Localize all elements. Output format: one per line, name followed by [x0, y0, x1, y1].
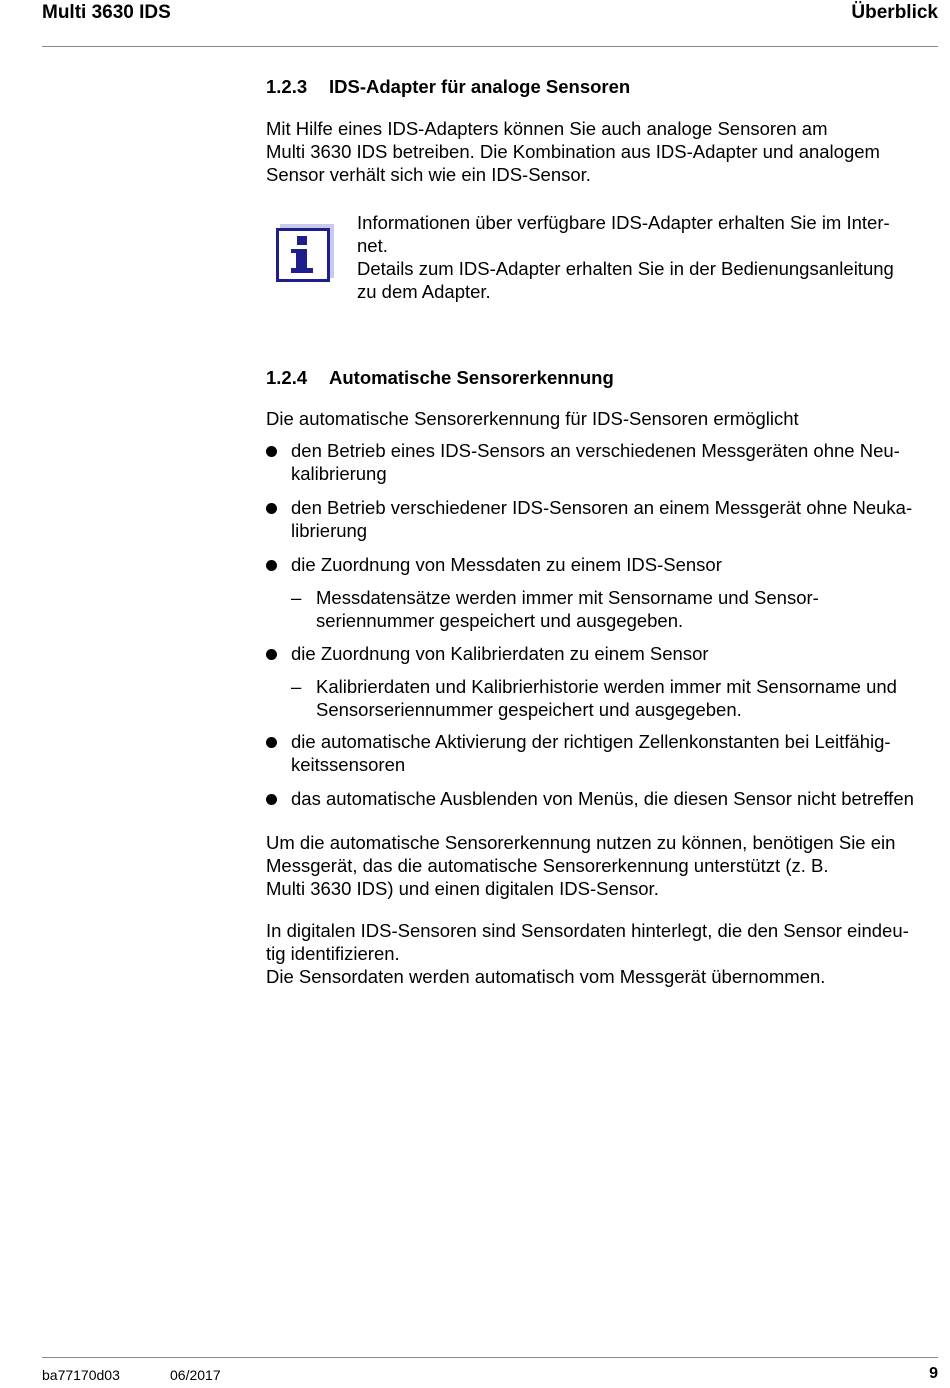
section-title: IDS-Adapter für analoge Sensoren — [329, 76, 631, 97]
info-note-line: Informationen über verfügbare IDS-Adapter erhalten Sie im Inter- — [357, 212, 890, 233]
paragraph-line: tig identifizieren. — [266, 943, 400, 964]
section-1-2-4-paragraph — [266, 831, 938, 900]
footer-doc-id: ba77170d03 — [42, 1367, 120, 1383]
paragraph-line: Multi 3630 IDS betreiben. Die Kombination aus IDS-Adapter und analogem — [266, 141, 880, 162]
bullet-icon — [266, 794, 277, 805]
section-1-2-4-intro — [266, 407, 938, 430]
paragraph-line: Multi 3630 IDS) und einen digitalen IDS-Sensor. — [266, 878, 659, 899]
page-number: 9 — [929, 1365, 938, 1382]
info-note — [357, 211, 937, 303]
paragraph-line: Die Sensordaten werden automatisch vom Messgerät übernommen. — [266, 966, 826, 987]
sub-list-item-text: Kalibrierdaten und Kalibrierhistorie werden immer mit Sensorname und — [316, 676, 897, 697]
section-number: 1.2.4 — [266, 367, 308, 388]
paragraph-line: Sensor verhält sich wie ein IDS-Sensor. — [266, 164, 591, 185]
info-note-line: Details zum IDS-Adapter erhalten Sie in der Bedienungsanleitung — [357, 258, 894, 279]
paragraph-line: Messgerät, das die automatische Sensorerkennung unterstützt (z. B. — [266, 855, 829, 876]
sub-list-item-text: seriennummer gespeichert und ausgegeben. — [316, 610, 684, 631]
footer-divider — [42, 1357, 938, 1358]
info-icon — [276, 224, 334, 283]
bullet-icon — [266, 560, 277, 571]
list-item-text: den Betrieb verschiedener IDS-Sensoren an einem Messgerät ohne Neuka- — [291, 497, 913, 518]
footer-date: 06/2017 — [170, 1367, 221, 1383]
info-note-line: net. — [357, 235, 388, 256]
paragraph-line: Mit Hilfe eines IDS-Adapters können Sie auch analoge Sensoren am — [266, 118, 828, 139]
paragraph-line: Um die automatische Sensorerkennung nutzen zu können, benötigen Sie ein — [266, 832, 896, 853]
header-divider — [42, 46, 938, 47]
paragraph-line: In digitalen IDS-Sensoren sind Sensordaten hinterlegt, die den Sensor eindeu- — [266, 920, 909, 941]
header-product-name: Multi 3630 IDS — [42, 2, 171, 23]
list-item-text: das automatische Ausblenden von Menüs, die diesen Sensor nicht betreffen — [291, 788, 914, 809]
dash-marker: – — [291, 587, 302, 608]
bullet-icon — [266, 649, 277, 660]
info-note-line: zu dem Adapter. — [357, 281, 491, 302]
page-header — [42, 2, 938, 26]
sub-list-item-text: Sensorseriennummer gespeichert und ausgegeben. — [316, 699, 742, 720]
section-heading-1-2-4 — [266, 366, 614, 389]
section-1-2-4-paragraph — [266, 919, 938, 988]
sub-list-item-text: Messdatensätze werden immer mit Sensorname und Sensor- — [316, 587, 819, 608]
dash-marker: – — [291, 676, 302, 697]
section-number: 1.2.3 — [266, 76, 308, 97]
list-item-text: die Zuordnung von Kalibrierdaten zu einem Sensor — [291, 643, 709, 664]
section-heading-1-2-3 — [266, 75, 630, 98]
header-chapter-title: Überblick — [851, 2, 938, 23]
list-item-text: keitssensoren — [291, 754, 406, 775]
list-item-text: kalibrierung — [291, 463, 387, 484]
bullet-icon — [266, 503, 277, 514]
list-item-text: den Betrieb eines IDS-Sensors an verschiedenen Messgeräten ohne Neu- — [291, 440, 900, 461]
section-title: Automatische Sensorerkennung — [329, 367, 614, 388]
intro-text: Die automatische Sensorerkennung für IDS-Sensoren ermöglicht — [266, 408, 799, 429]
section-1-2-3-paragraph — [266, 117, 938, 186]
list-item-text: die Zuordnung von Messdaten zu einem IDS-Sensor — [291, 554, 722, 575]
list-item-text: die automatische Aktivierung der richtigen Zellenkonstanten bei Leitfähig- — [291, 731, 891, 752]
list-item-text: librierung — [291, 520, 368, 541]
bullet-icon — [266, 446, 277, 457]
bullet-icon — [266, 737, 277, 748]
